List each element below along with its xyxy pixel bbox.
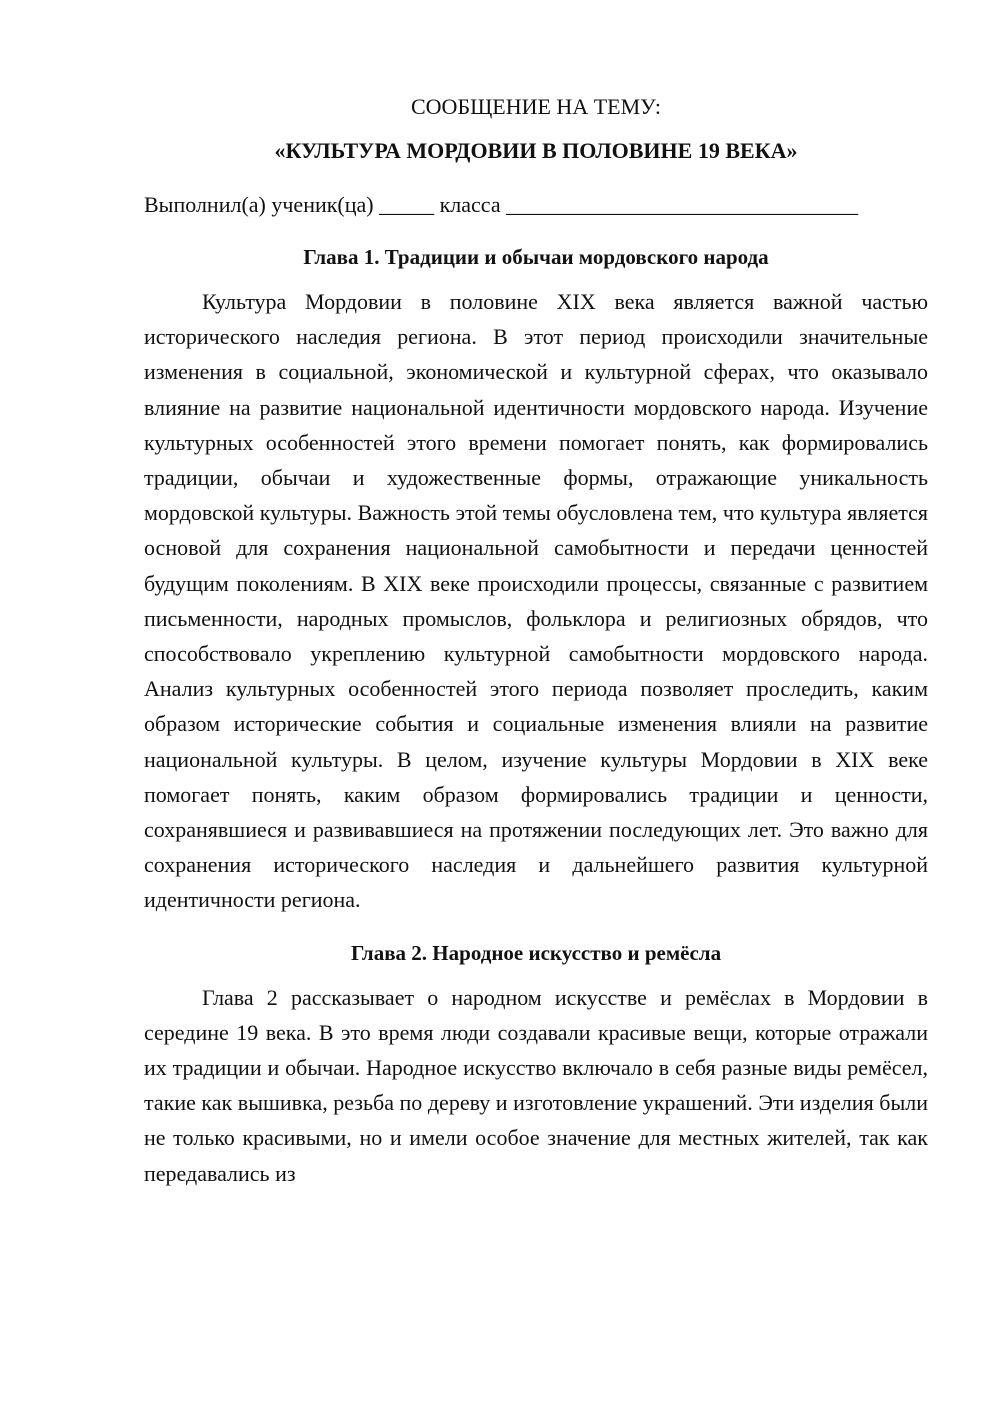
chapter-1-heading: Глава 1. Традиции и обычаи мордовского народа — [303, 245, 769, 269]
student-line: Выполнил(а) ученик(ца) _____ класса ________________________________ — [144, 192, 859, 217]
document-title-line-1: СООБЩЕНИЕ НА ТЕМУ: — [411, 94, 661, 119]
document-page — [144, 92, 928, 1191]
chapter-1 — [144, 242, 928, 918]
chapter-2 — [144, 938, 928, 1191]
chapter-2-heading: Глава 2. Народное искусство и ремёсла — [350, 940, 722, 965]
chapter-2-paragraph: Глава 2 рассказывает о народном искусстве и ремёслах в Мордовии в середине 19 века. В это время люди создавали красивые вещи, которые отражали их традиции и обычаи. Народное искусство включало в себя разные виды ремёсел, такие как вышивка, резьба по дереву и изготовление украшений. Эти изделия были не только красивыми, но и имели особое значение для местных жителей, так как передавались из — [144, 984, 928, 1186]
chapter-1-paragraph: Культура Мордовии в половине XIX века является важной частью исторического наследия региона. В этот период происходили значительные изменения в социальной, экономической и культурной сферах, что оказывало влияние на развитие национальной идентичности мордовского народа. Изучение культурных особенностей этого времени помогает понять, как формировались традиции, обычаи и художественные формы, отражающие уникальность мордовской культуры. Важность этой темы обусловлена тем, что культура является основой для сохранения национальной самобытности и передачи ценностей будущим поколениям. В XIX веке происходили процессы, связанные с развитием письменности, народных промыслов, фольклора и религиозных обрядов, что способствовало укреплению культурной самобытности мордовского народа. Анализ культурных особенностей этого периода позволяет проследить, каким образом исторические события и социальные изменения влияли на развитие национальной культуры. В целом, изучение культуры Мордовии в XIX веке помогает понять, каким образом формировались традиции и ценности, сохранявшиеся и развивавшиеся на протяжении последующих лет. Это важно для сохранения исторического наследия и дальнейшего развития культурной идентичности региона. — [144, 289, 928, 913]
document-title-line-2: «КУЛЬТУРА МОРДОВИИ В ПОЛОВИНЕ 19 ВЕКА» — [274, 138, 798, 163]
